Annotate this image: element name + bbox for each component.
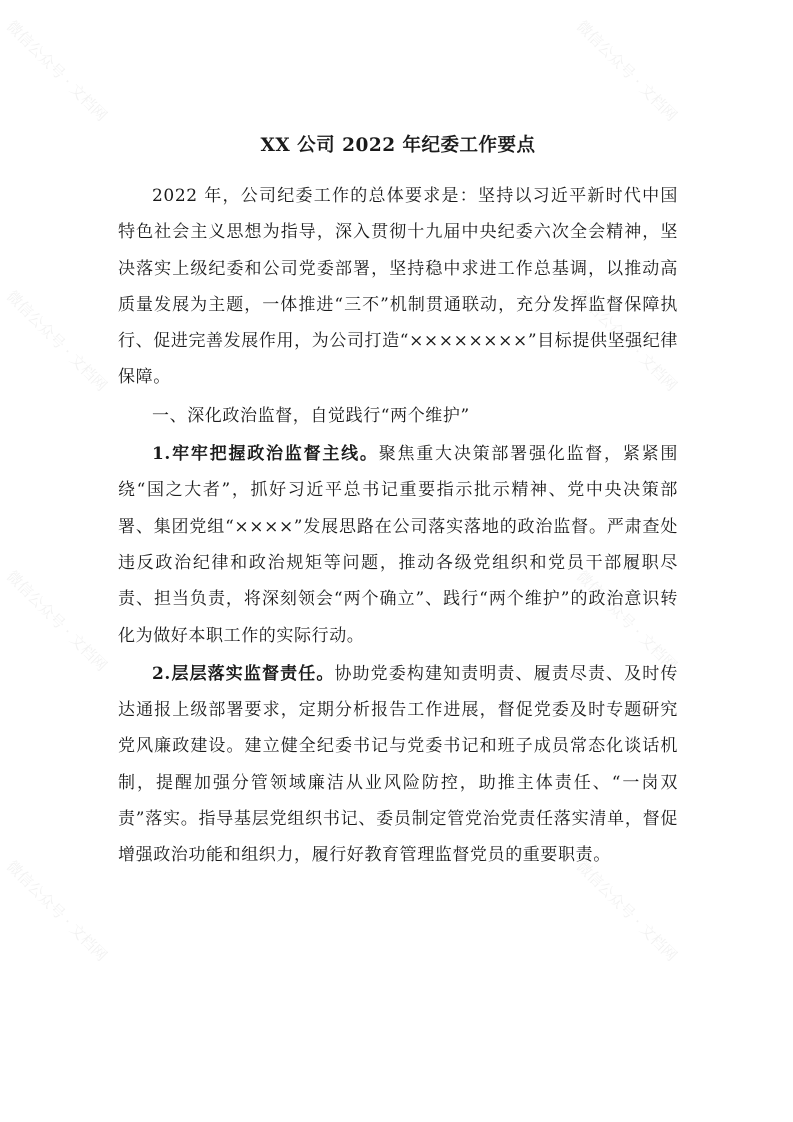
watermark: 微信公众号 · 文档网 — [572, 857, 681, 965]
item-1-lead: 1.牢牢把握政治监督主线。 — [152, 444, 379, 465]
item-2-body: 协助党委构建知责明责、履责尽责、及时传达通报上级部署要求，定期分析报告工作进展，督促党委及时专题研究党风廉政建设。建立健全纪委书记与党委书记和班子成员常态化谈话机制，提醒加强分管领域廉洁从业风险防控，助推主体责任、“一岗双责”落实。指导基层党组织书记、委员制定管党治党责任落实清单，督促增强政治功能和组织力，履行好教育管理监督党员的重要职责。 — [118, 663, 678, 866]
watermark: 微信公众号 · 文档网 — [2, 17, 111, 125]
watermark: 微信公众号 · 文档网 — [572, 567, 681, 675]
section-heading: 一、深化政治监督，自觉践行“两个维护” — [152, 405, 470, 426]
watermark: 微信公众号 · 文档网 — [572, 17, 681, 125]
watermark: 微信公众号 · 文档网 — [2, 287, 111, 395]
intro-paragraph: 2022 年，公司纪委工作的总体要求是：坚持以习近平新时代中国特色社会主义思想为指导，深入贯彻十九届中央纪委六次全会精神，坚决落实上级纪委和公司党委部署，坚持稳中求进工作总基调，以推动高质量发展为主题，一体推进“三不”机制贯通联动，充分发挥监督保障执行、促进完善发展作用，为公司打造“××××××××”目标提供坚强纪律保障。 — [118, 186, 678, 388]
item-1-body: 聚焦重大决策部署强化监督，紧紧围绕“国之大者”，抓好习近平总书记重要指示批示精神、党中央决策部署、集团党组“××××”发展思路在公司落实落地的政治监督。严肃查处违反政治纪律和政治规矩等问题，推动各级党组织和党员干部履职尽责、担当负责，将深刻领会“两个确立”、践行“两个维护”的政治意识转化为做好本职工作的实际行动。 — [118, 444, 678, 646]
item-2-lead: 2.层层落实监督责任。 — [152, 663, 335, 684]
document-body — [118, 132, 678, 876]
watermark: 微信公众号 · 文档网 — [2, 857, 111, 965]
watermark: 微信公众号 · 文档网 — [2, 567, 111, 675]
watermark: 微信公众号 · 文档网 — [572, 287, 681, 395]
page-title: XX 公司 2022 年纪委工作要点 — [260, 135, 536, 156]
item-1-paragraph — [118, 436, 678, 654]
item-2-paragraph — [118, 656, 678, 874]
